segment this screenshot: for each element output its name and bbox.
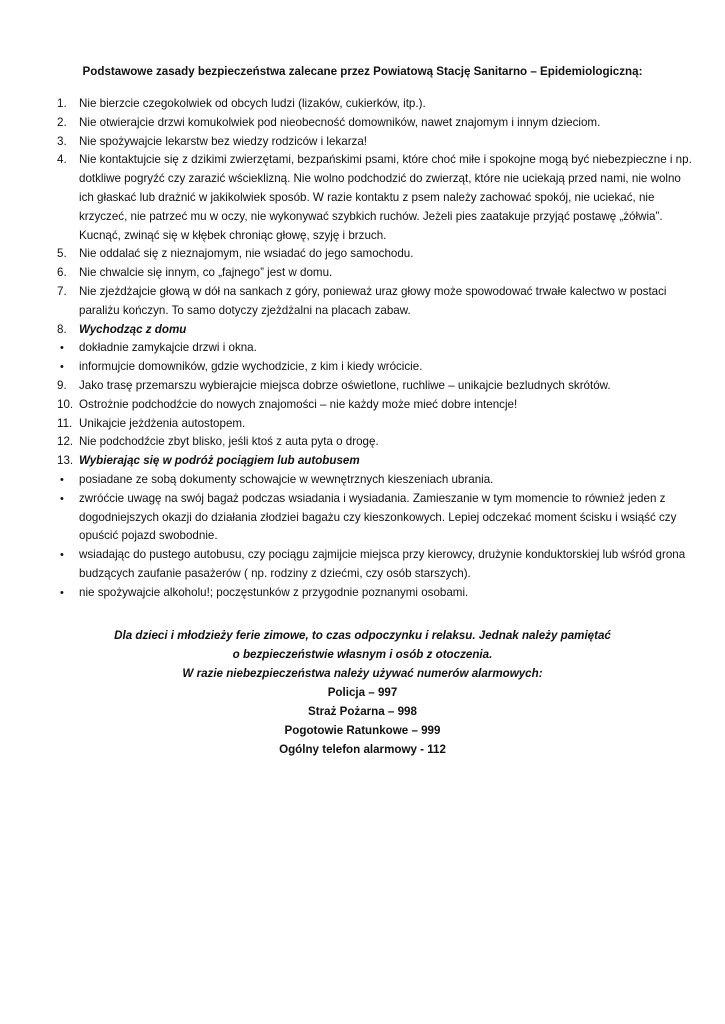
item-number: 4.	[57, 153, 67, 167]
item-text: Nie podchodźcie zbyt blisko, jeśli ktoś z auta pyta o drogę.	[79, 435, 379, 449]
item-number: 3.	[57, 134, 67, 148]
bullet-marker: •	[60, 361, 64, 374]
item-number: 2.	[57, 115, 67, 129]
list-item	[0, 415, 725, 434]
bullet-marker: •	[60, 492, 64, 505]
bullet-marker: •	[60, 473, 64, 486]
list-item	[0, 95, 725, 114]
bullet-item	[0, 490, 725, 546]
item-text: Nie otwierajcie drzwi komukolwiek pod nieobecność domowników, nawet znajomym i innym dzieciom.	[79, 115, 601, 129]
section-heading: Wychodząc z domu	[79, 322, 187, 336]
item-text: Jako trasę przemarszu wybierajcie miejsca dobrze oświetlone, ruchliwe – unikajcie bezludnych skrótów.	[79, 378, 611, 392]
item-text: Nie spożywajcie lekarstw bez wiedzy rodziców i lekarza!	[79, 134, 368, 148]
rules-list	[0, 95, 725, 603]
page-title: Podstawowe zasady bezpieczeństwa zalecane przez Powiatową Stację Sanitarno – Epidemiologiczną:	[82, 65, 643, 78]
fire-number: Straż Pożarna – 998	[308, 705, 417, 718]
item-text: zwróćcie uwagę na swój bagaż podczas wsiadania i wysiadania. Zamieszanie w tym momencie to również jeden z dogodniejszych okazji do działania złodziei bagażu czy kieszonkowych. Lepiej odczekać moment ścisku i wsiąść czy opuścić pojazd swobodnie.	[79, 491, 677, 543]
item-number: 9.	[57, 378, 67, 392]
item-text: dokładnie zamykajcie drzwi i okna.	[79, 341, 257, 355]
ambulance-number: Pogotowie Ratunkowe – 999	[284, 724, 441, 737]
bullet-item	[0, 358, 725, 377]
item-number: 10.	[57, 397, 74, 411]
closing-line-3: W razie niebezpieczeństwa należy używać numerów alarmowych:	[182, 667, 543, 680]
list-item	[0, 114, 725, 133]
list-item	[0, 151, 725, 245]
item-text: Nie oddalać się z nieznajomym, nie wsiadać do jego samochodu.	[79, 247, 414, 261]
list-item	[0, 396, 725, 415]
item-text: Nie bierzcie czegokolwiek od obcych ludzi (lizaków, cukierków, itp.).	[79, 97, 426, 110]
list-item	[0, 245, 725, 264]
item-text: Nie chwalcie się innym, co „fajnego” jest w domu.	[79, 266, 333, 280]
general-emergency-number: Ogólny telefon alarmowy - 112	[279, 743, 446, 756]
item-text: wsiadając do pustego autobusu, czy pociągu zajmijcie miejsca przy kierowcy, drużynie konduktorskiej lub wśród grona budzących zaufanie pasażerów ( np. rodziny z dziećmi, czy osób starszych).	[79, 548, 686, 580]
list-item	[0, 264, 725, 283]
list-item	[0, 283, 725, 321]
list-item	[0, 133, 725, 152]
closing-line-1: Dla dzieci i młodzieży ferie zimowe, to czas odpoczynku i relaksu. Jednak należy pamiętać	[114, 629, 611, 642]
item-number: 7.	[57, 284, 67, 298]
item-number: 5.	[57, 247, 67, 261]
list-item	[0, 433, 725, 452]
section-heading: Wybierając się w podróż pociągiem lub autobusem	[79, 454, 360, 468]
bullet-item	[0, 584, 725, 603]
item-number: 8.	[57, 322, 67, 336]
list-item	[0, 377, 725, 396]
bullet-marker: •	[60, 342, 64, 355]
item-text: Nie zjeżdżajcie głową w dół na sankach z góry, ponieważ uraz głowy może spowodować trwałe kalectwo w postaci paraliżu kończyn. To samo dotyczy zjeżdżalni na placach zabaw.	[79, 284, 667, 317]
item-text: informujcie domowników, gdzie wychodzicie, z kim i kiedy wrócicie.	[79, 360, 423, 374]
closing-line-2: o bezpieczeństwie własnym i osób z otoczenia.	[232, 648, 493, 661]
item-text: Nie kontaktujcie się z dzikimi zwierzętami, bezpańskimi psami, które choć miłe i spokojne mogą być niebezpieczne i np. dotkliwe pogryźć czy zarazić wścieklizną. Nie wolno podchodzić do zwierząt, które nie uciekają przed nami, nie wolno ich głaskać lub drażnić w jakikolwiek sposób. W razie kontaktu z psem należy zachować spokój, nie uciekać, nie krzyczeć, nie patrzeć mu w oczy, nie wykonywać szybkich ruchów. Jeżeli pies zaatakuje przyjąć postawę „żółwia”. Kucnąć, zwinąć się w kłębek chroniąc głowę, szyję i brzuch.	[79, 153, 692, 242]
item-number: 1.	[57, 97, 67, 110]
bullet-item	[0, 546, 725, 584]
closing-section	[0, 626, 725, 759]
item-number: 6.	[57, 266, 67, 280]
item-number: 13.	[57, 454, 74, 468]
item-number: 12.	[57, 435, 74, 449]
section-heading-item	[0, 452, 725, 471]
item-text: posiadane ze sobą dokumenty schowajcie w wewnętrznych kieszeniach ubrania.	[79, 472, 494, 486]
item-text: nie spożywajcie alkoholu!; poczęstunków z przygodnie poznanymi osobami.	[79, 585, 469, 599]
bullet-marker: •	[60, 586, 64, 599]
police-number: Policja – 997	[327, 686, 398, 699]
item-number: 11.	[57, 416, 73, 430]
item-text: Ostrożnie podchodźcie do nowych znajomości – nie każdy może mieć dobre intencje!	[79, 397, 518, 411]
section-heading-item	[0, 321, 725, 340]
bullet-marker: •	[60, 549, 64, 562]
bullet-item	[0, 339, 725, 358]
bullet-item	[0, 471, 725, 490]
item-text: Unikajcie jeżdżenia autostopem.	[79, 416, 246, 430]
